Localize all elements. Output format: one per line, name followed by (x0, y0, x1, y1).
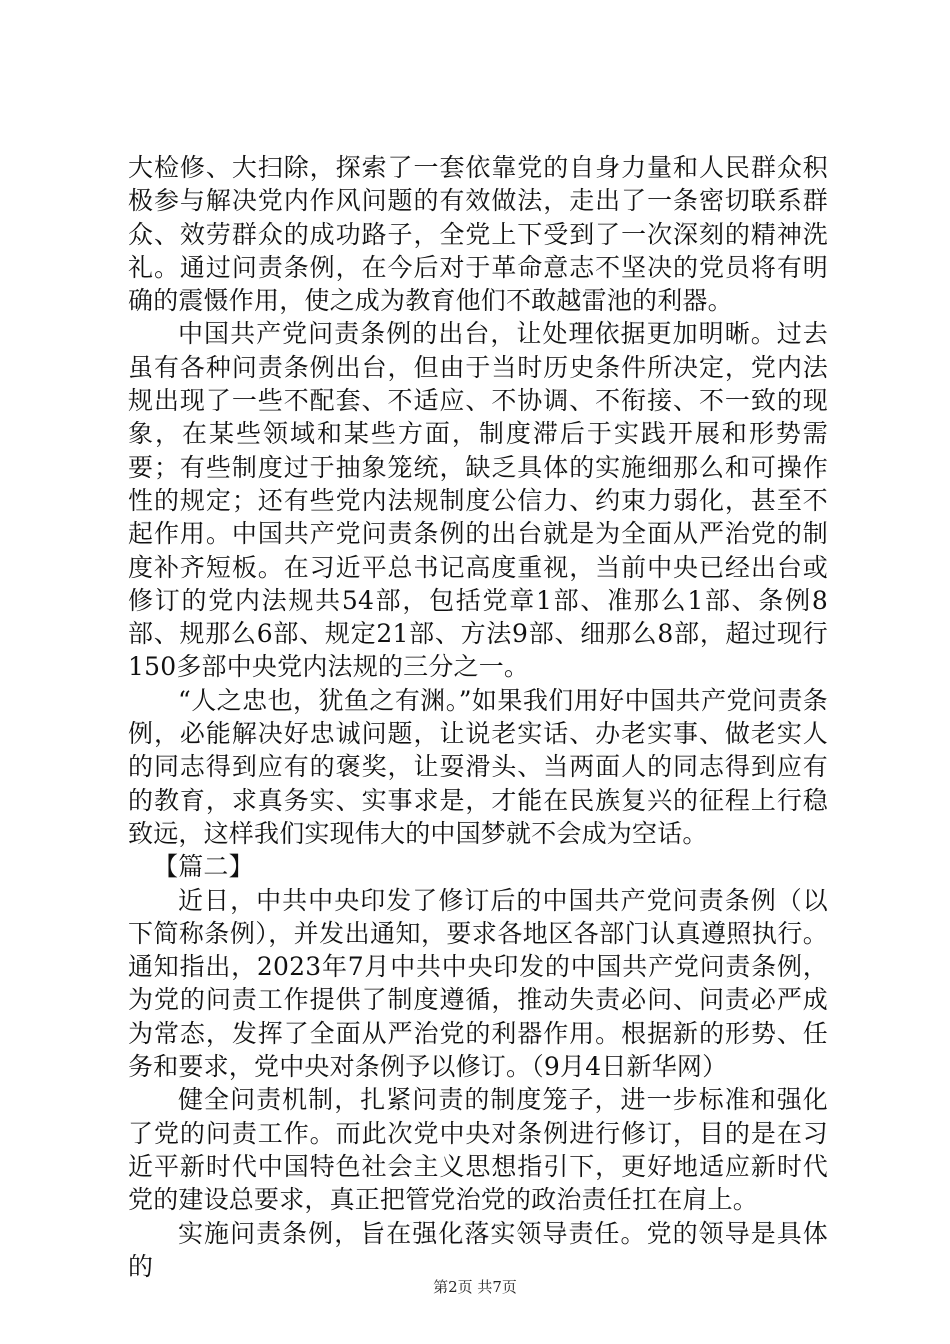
paragraph-loyalty-quote: “人之忠也，犹鱼之有渊。”如果我们用好中国共产党问责条例，必能解决好忠诚问题，让说老实话、办老实事、做老实人的同志得到应有的褒奖，让耍滑头、当两面人的同志得到应有的教育，求真务实、实事求是，才能在民族复兴的征程上行稳致远，这样我们实现伟大的中国梦就不会成为空话。 (128, 685, 828, 848)
paragraph-revision-news: 近日，中共中央印发了修订后的中国共产党问责条例（以下简称条例），并发出通知，要求各地区各部门认真遵照执行。通知指出，2023年7月中共中央印发的中国共产党问责条例，为党的问责工作提供了制度遵循，推动失责必问、问责必严成为常态，发挥了全面从严治党的利器作用。根据新的形势、任务和要求，党中央对条例予以修订。（9月4日新华网） (128, 885, 828, 1082)
section-heading: 【篇二】 (153, 852, 254, 882)
page-number-footer: 第2页 共7页 (433, 1278, 517, 1296)
paragraph-mechanism: 健全问责机制，扎紧问责的制度笼子，进一步标准和强化了党的问责工作。而此次党中央对条例进行修订，目的是在习近平新时代中国特色社会主义思想指引下，更好地适应新时代党的建设总要求，真正把管党治党的政治责任扛在肩上。 (128, 1085, 828, 1215)
paragraph-continuation: 大检修、大扫除，探索了一套依靠党的自身力量和人民群众积极参与解决党内作风问题的有效做法，走出了一条密切联系群众、效劳群众的成功路子，全党上下受到了一次深刻的精神洗礼。通过问责条例，在今后对于革命意志不坚决的党员将有明确的震慑作用，使之成为教育他们不敢越雷池的利器。 (128, 153, 828, 316)
document-body (128, 151, 828, 1283)
paragraph-accountability-basis: 中国共产党问责条例的出台，让处理依据更加明晰。过去虽有各种问责条例出台，但由于当时历史条件所决定，党内法规出现了一些不配套、不适应、不协调、不衔接、不一致的现象，在某些领域和某些方面，制度滞后于实践开展和形势需要；有些制度过于抽象笼统，缺乏具体的实施细那么和可操作性的规定；还有些党内法规制度公信力、约束力弱化，甚至不起作用。中国共产党问责条例的出台就是为全面从严治党的制度补齐短板。在习近平总书记高度重视，当前中央已经出台或修订的党内法规共54部，包括党章1部、准那么1部、条例8部、规那么6部、规定21部、方法9部、细那么8部，超过现行150多部中央党内法规的三分之一。 (128, 319, 828, 682)
paragraph-implementation: 实施问责条例，旨在强化落实领导责任。党的领导是具体的 (128, 1218, 828, 1281)
